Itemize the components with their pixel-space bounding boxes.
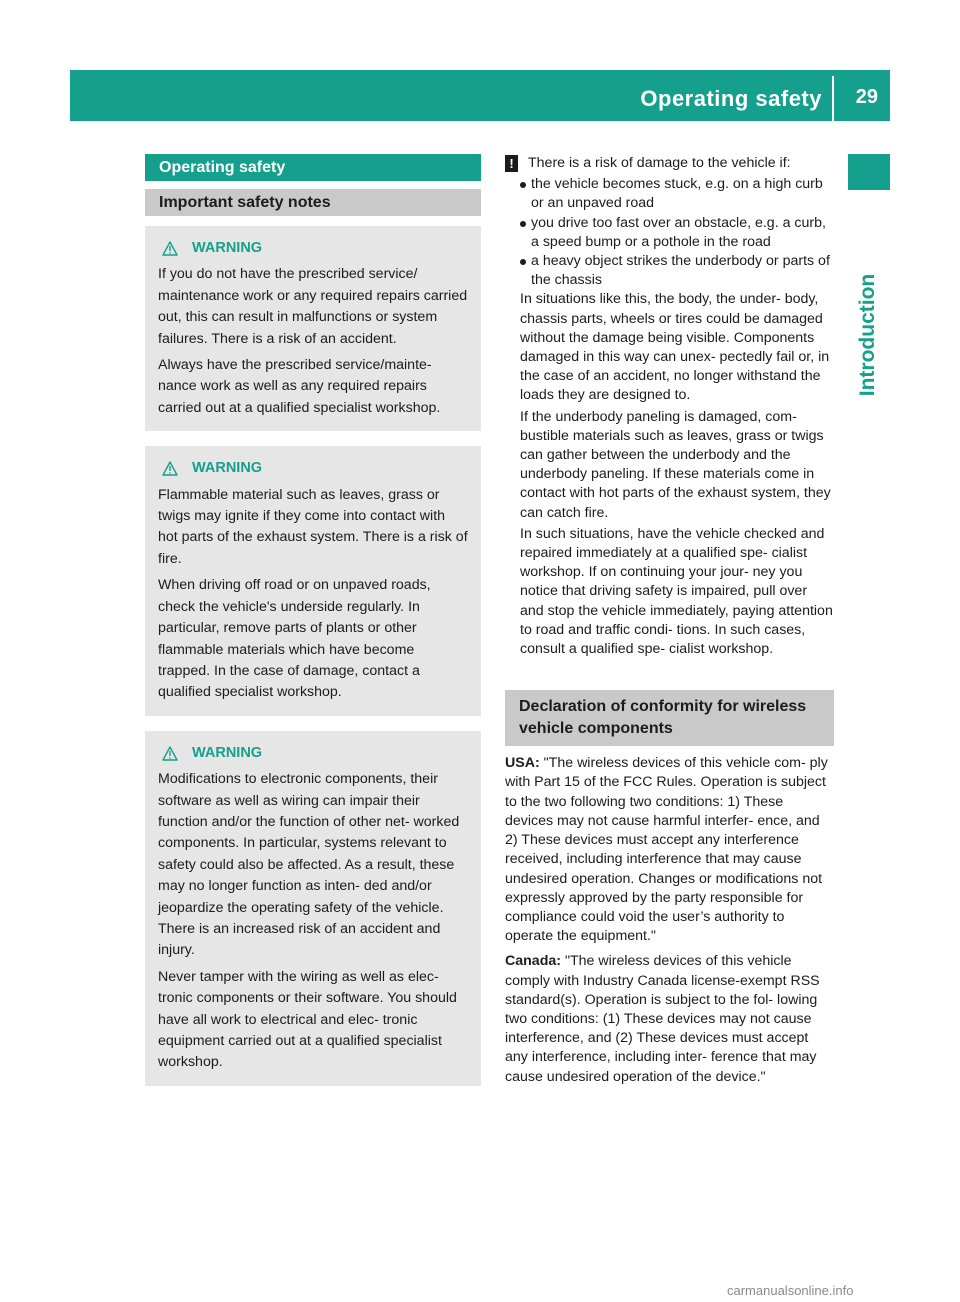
page-header <box>70 70 890 121</box>
canada-text: "The wireless devices of this vehicle comply with Industry Canada license-exempt RSS standard(s). Operation is subject to the fol- lowing two conditions: (1) These devices may not cause interference, and (2) These devices must accept any interference, including inter- ference that may cause undesired operation of the device." <box>505 953 820 1085</box>
subsection-title: Important safety notes <box>145 189 481 216</box>
list-item: the vehicle becomes stuck, e.g. on a high curb or an unpaved road <box>520 175 834 213</box>
warning-header <box>162 238 468 259</box>
warning-paragraph: Modifications to electronic components, their software as well as wiring can impair their function and/or the function of other net- worked components. In particular, systems relevant to safety could also be affected. As a result, these may no longer function as inten- ded and/or jeopardize the operating safety of the vehicle. There is an increased risk of an accident and injury. <box>158 771 460 959</box>
notice-paragraph: In such situations, have the vehicle checked and repaired immediately at a qualified spe- cialist workshop. If on continuing your jour- ney you notice that driving safety is impaired, pull over and stop the vehicle immediately, paying attention to road and traffic condi- tions. In such cases, consult a qualified spe- cialist workshop. <box>520 525 833 658</box>
canada-label: Canada: <box>505 953 561 970</box>
list-item: a heavy object strikes the underbody or parts of the chassis <box>520 252 834 290</box>
warning-triangle-icon <box>162 461 178 476</box>
usa-text: "The wireless devices of this vehicle com- ply with Part 15 of the FCC Rules. Operation is subject to the two following two conditions: 1) These devices may not cause harmful interfer- ence, and 2) These devices must accept any interference received, including interference that may cause undesired operation. Changes or modifications not expressly approved by the party responsible for compliance could void the user’s authority to operate the equipment." <box>505 755 828 945</box>
warning-box <box>145 731 481 1086</box>
declaration-body <box>505 754 834 1086</box>
notice-bullet-list <box>520 175 834 290</box>
warning-paragraph: Flammable material such as leaves, grass or twigs may ignite if they come into contact with hot parts of the exhaust system. There is a risk of fire. <box>158 486 468 567</box>
notice-intro: There is a risk of damage to the vehicle if: <box>528 155 791 171</box>
usa-label: USA: <box>505 755 540 772</box>
damage-notice <box>505 154 834 659</box>
notice-paragraph: In situations like this, the body, the under- body, chassis parts, wheels or tires could be damaged without the damage being visible. Components damaged in this way can unex- pectedly fail or, in the case of an accident, no longer withstand the loads they are designed to. <box>520 291 830 404</box>
exclamation-icon: ! <box>505 155 518 172</box>
section-title: Operating safety <box>145 154 481 181</box>
warning-paragraph: Always have the prescribed service/mainte- nance work as well as any required repairs carried out at a qualified specialist workshop. <box>158 357 441 416</box>
warning-triangle-icon <box>162 746 178 761</box>
watermark-text: carmanualsonline.info <box>727 1283 854 1298</box>
notice-body <box>505 290 834 659</box>
warning-paragraph: Never tamper with the wiring as well as elec- tronic components or their software. You should have all work to electrical and elec- tronic equipment carried out at a qualified specialist workshop. <box>158 968 457 1071</box>
warning-triangle-icon <box>162 241 178 256</box>
chapter-tab-marker <box>848 154 890 190</box>
warning-label: WARNING <box>192 744 263 761</box>
chapter-tab-label: Introduction <box>856 273 879 397</box>
header-title: Operating safety <box>640 86 822 111</box>
right-column <box>505 154 834 1093</box>
notice-intro-row <box>505 154 834 173</box>
left-column <box>145 154 481 1086</box>
warning-header <box>162 743 468 764</box>
warning-paragraph: When driving off road or on unpaved roads, check the vehicle's underside regularly. In particular, remove parts of plants or other flammable materials which have become trapped. In the case of damage, contact a qualified specialist workshop. <box>158 577 431 701</box>
notice-paragraph: If the underbody paneling is damaged, com- bustible materials such as leaves, grass or twigs can gather between the underbody and the underbody paneling. If these materials come in contact with hot parts of the exhaust system, they can catch fire. <box>520 408 831 521</box>
page-number: 29 <box>855 86 878 108</box>
warning-box <box>145 446 481 715</box>
warning-label: WARNING <box>192 240 263 256</box>
declaration-title: Declaration of conformity for wireless vehicle components <box>505 690 834 746</box>
warning-label: WARNING <box>192 460 263 477</box>
warning-header <box>162 458 468 479</box>
canada-paragraph <box>505 952 834 1086</box>
header-divider <box>832 76 834 121</box>
usa-paragraph <box>505 754 834 946</box>
warning-box <box>145 226 481 431</box>
warning-paragraph: If you do not have the prescribed service/ maintenance work or any required repairs carried out, this can result in malfunctions or system failures. There is a risk of an accident. <box>158 266 468 347</box>
list-item: you drive too fast over an obstacle, e.g. a curb, a speed bump or a pothole in the road <box>520 214 834 252</box>
